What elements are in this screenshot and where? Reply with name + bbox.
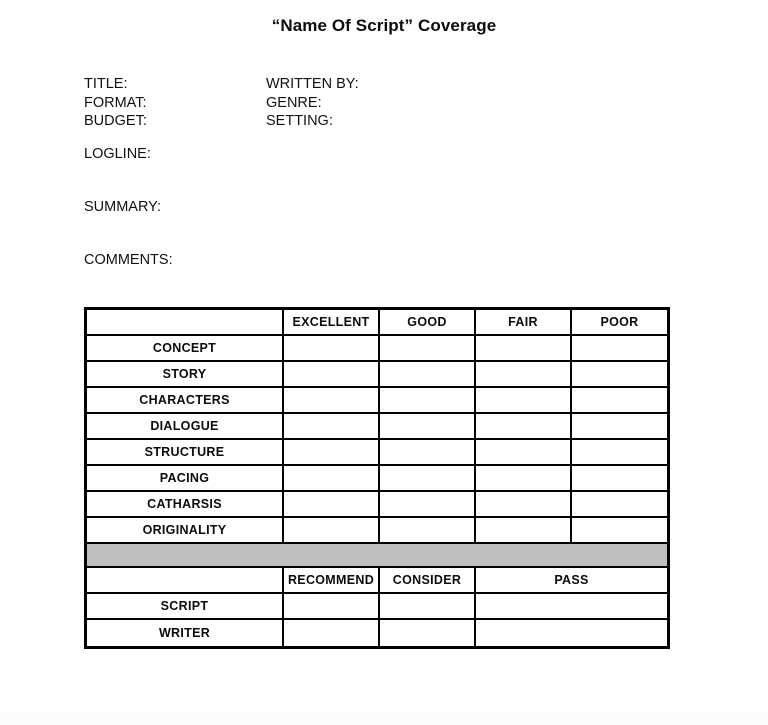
rating-cell-concept-poor[interactable] — [572, 336, 667, 362]
ratings-header-row — [87, 310, 667, 336]
rating-cell-originality-poor[interactable] — [572, 518, 667, 544]
column-header-fair: FAIR — [476, 310, 572, 336]
recommendation-cell-script-recommend[interactable] — [284, 594, 380, 620]
rating-cell-catharsis-excellent[interactable] — [284, 492, 380, 518]
column-header-excellent: EXCELLENT — [284, 310, 380, 336]
row-label-writer: WRITER — [87, 620, 284, 646]
table-row — [87, 594, 667, 620]
row-label-catharsis: CATHARSIS — [87, 492, 284, 518]
rating-cell-story-poor[interactable] — [572, 362, 667, 388]
rating-cell-characters-poor[interactable] — [572, 388, 667, 414]
column-header-pass: PASS — [476, 568, 667, 594]
rating-cell-dialogue-excellent[interactable] — [284, 414, 380, 440]
rating-cell-concept-good[interactable] — [380, 336, 476, 362]
rating-cell-pacing-fair[interactable] — [476, 466, 572, 492]
table-row — [87, 414, 667, 440]
column-header-good: GOOD — [380, 310, 476, 336]
row-label-structure: STRUCTURE — [87, 440, 284, 466]
rating-cell-story-fair[interactable] — [476, 362, 572, 388]
rating-cell-catharsis-fair[interactable] — [476, 492, 572, 518]
rating-cell-concept-fair[interactable] — [476, 336, 572, 362]
rating-cell-originality-excellent[interactable] — [284, 518, 380, 544]
table-row — [87, 440, 667, 466]
rating-cell-catharsis-good[interactable] — [380, 492, 476, 518]
rating-cell-pacing-excellent[interactable] — [284, 466, 380, 492]
rating-cell-characters-fair[interactable] — [476, 388, 572, 414]
recommendation-corner-cell — [87, 568, 284, 594]
ratings-corner-cell — [87, 310, 284, 336]
rating-cell-characters-excellent[interactable] — [284, 388, 380, 414]
field-label-setting: SETTING: — [266, 113, 333, 129]
field-label-genre: GENRE: — [266, 94, 322, 111]
header-field-row — [84, 75, 644, 94]
table-row — [87, 620, 667, 646]
recommendation-cell-writer-consider[interactable] — [380, 620, 476, 646]
rating-cell-structure-good[interactable] — [380, 440, 476, 466]
row-label-pacing: PACING — [87, 466, 284, 492]
table-row — [87, 362, 667, 388]
rating-cell-structure-fair[interactable] — [476, 440, 572, 466]
recommendation-cell-writer-recommend[interactable] — [284, 620, 380, 646]
column-header-poor: POOR — [572, 310, 667, 336]
field-label-title: TITLE: — [84, 76, 128, 92]
field-label-comments: COMMENTS: — [84, 252, 173, 268]
rating-cell-catharsis-poor[interactable] — [572, 492, 667, 518]
rating-cell-originality-fair[interactable] — [476, 518, 572, 544]
field-label-summary: SUMMARY: — [84, 199, 162, 215]
column-header-consider: CONSIDER — [380, 568, 476, 594]
recommendation-cell-script-pass[interactable] — [476, 594, 667, 620]
rating-cell-dialogue-good[interactable] — [380, 414, 476, 440]
section-spacer-cell — [87, 544, 667, 568]
rating-cell-structure-excellent[interactable] — [284, 440, 380, 466]
table-row — [87, 336, 667, 362]
rating-cell-pacing-good[interactable] — [380, 466, 476, 492]
rating-cell-concept-excellent[interactable] — [284, 336, 380, 362]
recommendation-header-row — [87, 568, 667, 594]
recommendation-cell-writer-pass[interactable] — [476, 620, 667, 646]
rating-cell-story-excellent[interactable] — [284, 362, 380, 388]
header-field-row — [84, 94, 644, 113]
table-row — [87, 388, 667, 414]
field-label-written-by: WRITTEN BY: — [266, 76, 359, 92]
row-label-originality: ORIGINALITY — [87, 518, 284, 544]
header-field-row — [84, 112, 644, 131]
coverage-grid — [84, 307, 670, 649]
page-title: “Name Of Script” Coverage — [271, 16, 497, 35]
row-label-dialogue: DIALOGUE — [87, 414, 284, 440]
section-spacer-row — [87, 544, 667, 568]
table-row — [87, 492, 667, 518]
table-row — [87, 518, 667, 544]
rating-cell-structure-poor[interactable] — [572, 440, 667, 466]
page-bottom-edge — [0, 713, 768, 725]
row-label-characters: CHARACTERS — [87, 388, 284, 414]
row-label-concept: CONCEPT — [87, 336, 284, 362]
rating-cell-originality-good[interactable] — [380, 518, 476, 544]
field-label-logline: LOGLINE: — [84, 146, 151, 162]
rating-cell-dialogue-poor[interactable] — [572, 414, 667, 440]
rating-cell-characters-good[interactable] — [380, 388, 476, 414]
table-row — [87, 466, 667, 492]
row-label-script: SCRIPT — [87, 594, 284, 620]
rating-cell-story-good[interactable] — [380, 362, 476, 388]
coverage-table — [87, 310, 667, 646]
field-label-format: FORMAT: — [84, 94, 147, 111]
header-fields-block — [84, 75, 644, 131]
rating-cell-pacing-poor[interactable] — [572, 466, 667, 492]
field-label-budget: BUDGET: — [84, 113, 147, 129]
rating-cell-dialogue-fair[interactable] — [476, 414, 572, 440]
recommendation-cell-script-consider[interactable] — [380, 594, 476, 620]
column-header-recommend: RECOMMEND — [284, 568, 380, 594]
row-label-story: STORY — [87, 362, 284, 388]
